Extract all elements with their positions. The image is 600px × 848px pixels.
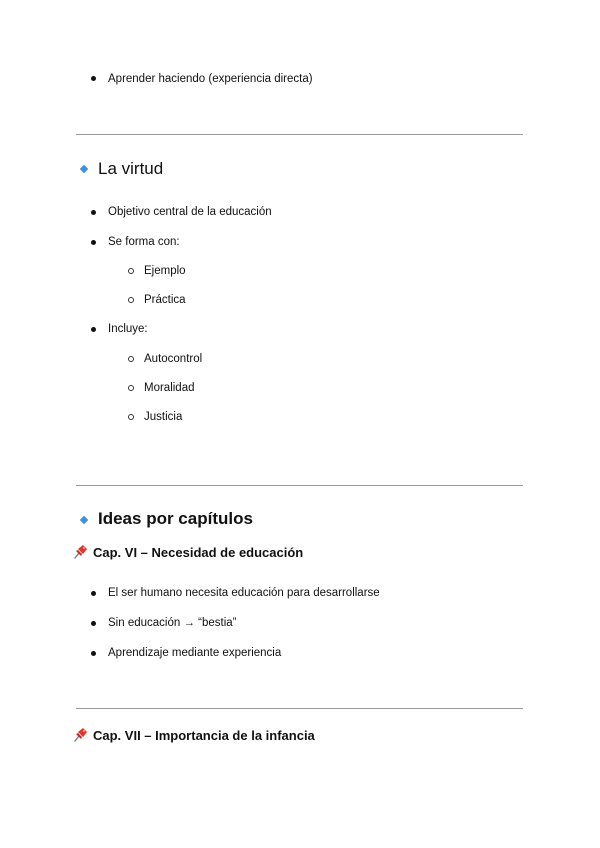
chapter-title: Cap. VI – Necesidad de educación (93, 545, 304, 560)
section-heading: Ideas por capítulos (98, 509, 253, 528)
bullet-icon (91, 651, 96, 656)
pushpin-icon (72, 544, 88, 560)
sub-bullet-icon (128, 385, 134, 391)
list-item: Aprender haciendo (experiencia directa) (108, 73, 313, 85)
bullet-icon (91, 591, 96, 596)
section-heading: La virtud (98, 159, 164, 178)
pushpin-icon (72, 727, 88, 743)
sub-bullet-icon (128, 356, 134, 362)
sub-list-item: Justicia (144, 411, 183, 423)
sub-bullet-icon (128, 268, 134, 274)
sub-list-item: Ejemplo (144, 265, 186, 277)
divider (76, 485, 523, 486)
blue-diamond-icon (80, 165, 88, 173)
bullet-icon (91, 76, 96, 81)
list-item: El ser humano necesita educación para desarrollarse (108, 587, 380, 599)
bullet-icon (91, 240, 96, 245)
sub-bullet-icon (128, 297, 134, 303)
divider (76, 708, 523, 709)
bullet-icon (91, 621, 96, 626)
list-item: Aprendizaje mediante experiencia (108, 647, 282, 659)
sub-list-item: Moralidad (144, 382, 195, 394)
list-item: Objetivo central de la educación (108, 206, 272, 218)
list-item: Incluye: (108, 323, 148, 335)
chapter-title: Cap. VII – Importancia de la infancia (93, 728, 315, 743)
sub-list-item: Autocontrol (144, 353, 203, 365)
divider (76, 134, 523, 135)
list-item: Sin educación → “bestia” (108, 617, 237, 629)
bullet-icon (91, 327, 96, 332)
bullet-icon (91, 210, 96, 215)
sub-list-item: Práctica (144, 294, 186, 306)
list-item: Se forma con: (108, 236, 180, 248)
blue-diamond-icon (80, 516, 88, 524)
sub-bullet-icon (128, 414, 134, 420)
